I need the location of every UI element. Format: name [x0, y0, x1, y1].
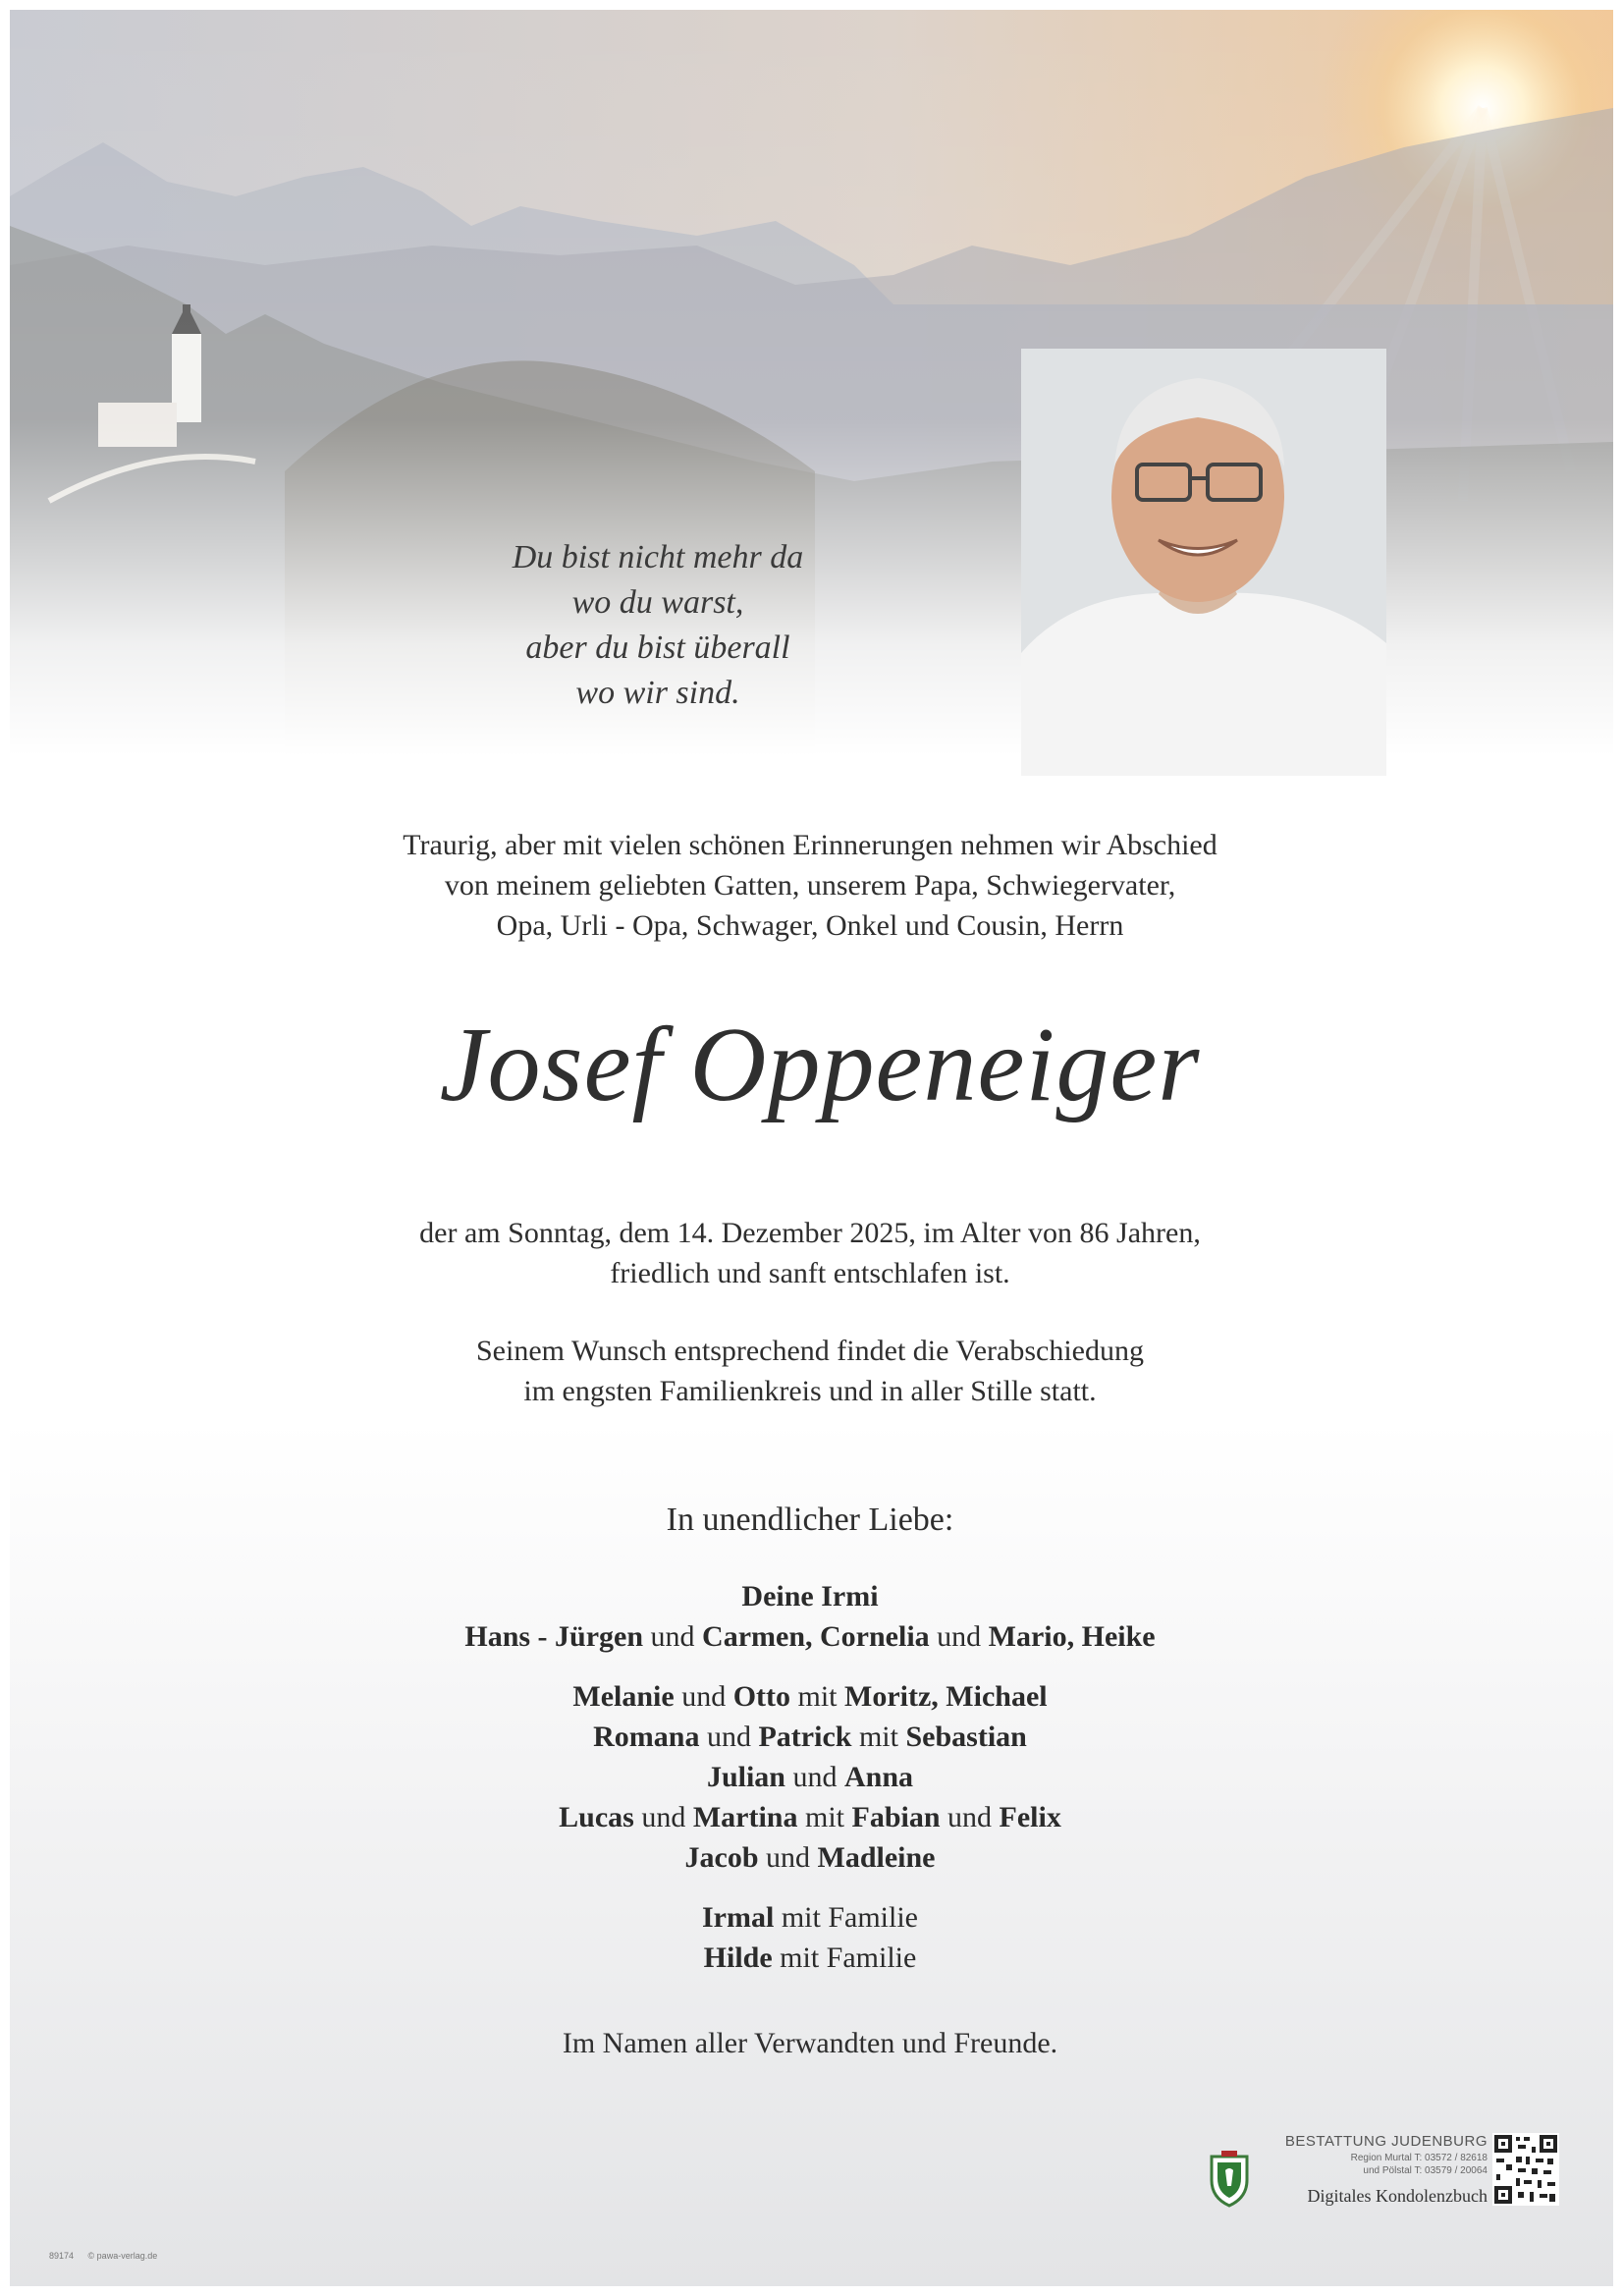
mourners-list: [245, 1576, 1375, 1978]
verse-line: wo du warst,: [571, 584, 744, 621]
verse-line: wo wir sind.: [575, 675, 740, 711]
farewell-notice: [245, 1331, 1375, 1411]
group-spacer: [245, 1657, 1375, 1676]
mourner-connector: und: [674, 1680, 733, 1713]
mourner-name: Irmal: [702, 1901, 775, 1934]
mourner-line: [245, 1938, 1375, 1978]
mourner-name: Romana: [593, 1721, 700, 1753]
mourner-name: Anna: [844, 1761, 914, 1793]
mourner-line: [245, 1757, 1375, 1797]
verse-line: aber du bist überall: [525, 629, 790, 666]
farewell-notice-line: im engsten Familienkreis und in aller Stille statt.: [523, 1375, 1097, 1407]
closing-line: Im Namen aller Verwandten und Freunde.: [562, 2027, 1058, 2059]
deceased-name: Josef Oppeneiger: [439, 1007, 1201, 1123]
mourner-name: Jacob: [684, 1841, 759, 1874]
mourner-name: Julian: [706, 1761, 785, 1793]
mourner-connector: und: [699, 1721, 759, 1753]
item-code: 89174: [49, 2251, 75, 2261]
mourner-connector: und: [785, 1761, 844, 1793]
farewell-intro: [245, 825, 1375, 946]
mourner-name: Hans - Jürgen: [464, 1620, 644, 1653]
mourner-connector: und: [758, 1841, 818, 1874]
mourner-connector: mit: [797, 1801, 852, 1833]
mourner-line: [245, 1897, 1375, 1938]
mourner-connector: mit: [851, 1721, 906, 1753]
funeral-home-name: BESTATTUNG JUDENBURG: [1284, 2133, 1488, 2150]
mourner-connector: mit Familie: [774, 1901, 918, 1934]
mourner-name: Madleine: [817, 1841, 936, 1874]
mourner-line: [245, 1676, 1375, 1717]
funeral-home-phone-1: Region Murtal T: 03572 / 82618: [1350, 2153, 1488, 2163]
mourner-line: [245, 1616, 1375, 1657]
mourner-connector: mit: [790, 1680, 845, 1713]
death-notice-line: friedlich und sanft entschlafen ist.: [610, 1257, 1010, 1289]
mourner-connector: und: [633, 1801, 693, 1833]
mourner-name: Felix: [999, 1801, 1061, 1833]
mourner-connector: und: [643, 1620, 703, 1653]
mourner-connector: und: [929, 1620, 989, 1653]
mourner-name: Patrick: [758, 1721, 852, 1753]
intro-line: Opa, Urli - Opa, Schwager, Onkel und Cousin, Herrn: [496, 909, 1124, 942]
mourner-name: Mario, Heike: [988, 1620, 1156, 1653]
mourner-name: Melanie: [572, 1680, 675, 1713]
print-code: [49, 2251, 169, 2261]
verse-line: Du bist nicht mehr da: [512, 539, 804, 575]
mourner-line: [245, 1837, 1375, 1878]
intro-line: von meinem geliebten Gatten, unserem Papa, Schwiegervater,: [444, 869, 1176, 902]
mourner-line: [245, 1576, 1375, 1616]
mourner-name: Moritz, Michael: [844, 1680, 1048, 1713]
qr-code-icon[interactable]: [1492, 2133, 1559, 2206]
mourner-line: [245, 1717, 1375, 1757]
mourner-name: Lucas: [559, 1801, 634, 1833]
memorial-verse: [383, 535, 933, 716]
mourner-name: Fabian: [851, 1801, 941, 1833]
group-spacer: [245, 1878, 1375, 1897]
funeral-home-footer: [1206, 2131, 1559, 2219]
intro-line: Traurig, aber mit vielen schönen Erinnerungen nehmen wir Abschied: [403, 829, 1217, 861]
publisher-credit: © pawa-verlag.de: [87, 2251, 158, 2261]
mourner-name: Martina: [692, 1801, 798, 1833]
mourners-heading: In unendlicher Liebe:: [666, 1502, 954, 1538]
death-notice-line: der am Sonntag, dem 14. Dezember 2025, im Alter von 86 Jahren,: [419, 1217, 1201, 1249]
mourner-connector: mit Familie: [772, 1941, 917, 1974]
funeral-home-phone-2: und Pölstal T: 03579 / 20064: [1363, 2165, 1488, 2176]
digital-condolence-label: Digitales Kondolenzbuch: [1307, 2186, 1488, 2206]
obituary-page: [10, 10, 1613, 2286]
death-notice: [245, 1213, 1375, 1293]
portrait-photo: [1021, 349, 1386, 776]
coat-of-arms-icon: [1206, 2149, 1253, 2208]
mourner-name: Hilde: [703, 1941, 773, 1974]
mourner-name: Deine Irmi: [741, 1580, 879, 1613]
farewell-notice-line: Seinem Wunsch entsprechend findet die Verabschiedung: [476, 1335, 1144, 1367]
mourner-connector: und: [940, 1801, 1000, 1833]
mourner-name: Sebastian: [905, 1721, 1027, 1753]
mourner-line: [245, 1797, 1375, 1837]
mourner-name: Otto: [732, 1680, 791, 1713]
mourner-name: Carmen, Cornelia: [702, 1620, 930, 1653]
